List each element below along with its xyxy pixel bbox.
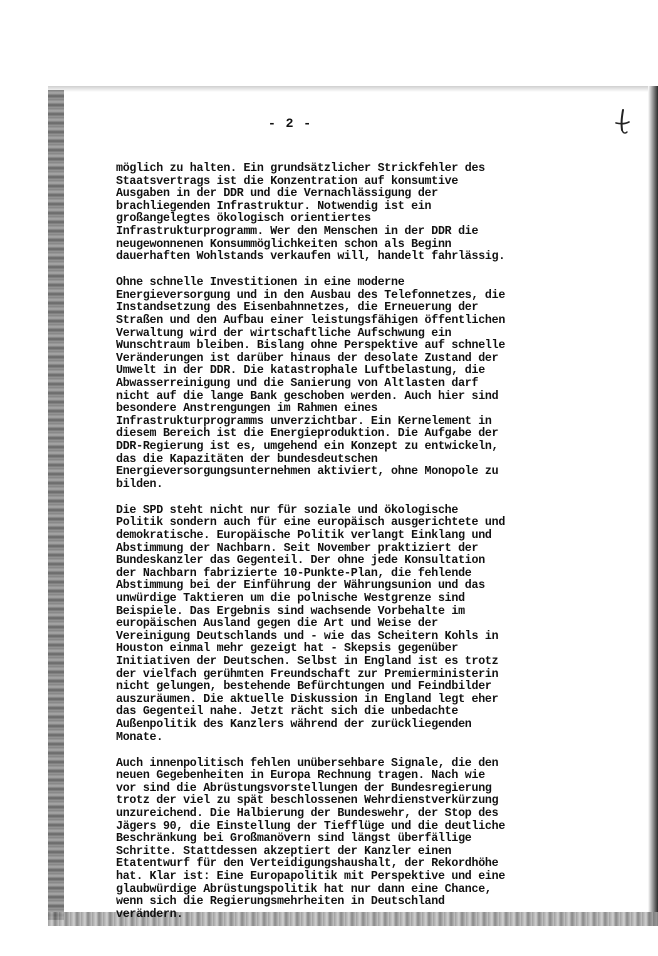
scan-top-shadow	[48, 86, 658, 92]
text-line: Energieversorgung und in den Ausbau des Telefonnetzes, die	[116, 288, 506, 302]
text-line: der vielfach gerühmten Freundschaft zur Premierministerin	[116, 667, 499, 681]
scan-top-margin	[0, 0, 658, 90]
text-line: Monate.	[116, 730, 163, 744]
text-line: Ausgaben in der DDR und die Vernachlässigung der	[116, 187, 438, 201]
text-line: bilden.	[116, 477, 163, 491]
text-line: verändern.	[116, 907, 184, 921]
page-number: - 2 -	[268, 116, 313, 131]
text-line: Energieversorgungsunternehmen aktiviert, ohne Monopole zu	[116, 465, 499, 479]
paragraph-4	[116, 758, 536, 922]
text-line: vor sind die Abrüstungsvorstellungen der Bundesregierung	[116, 781, 492, 795]
text-line: Veränderungen ist darüber hinaus der desolate Zustand der	[116, 351, 499, 365]
text-line: das die Kapazitäten der bundesdeutschen	[116, 452, 378, 466]
text-line: Infrastrukturprogramm. Wer den Menschen in der DDR die	[116, 224, 479, 238]
text-line: neuen Gegebenheiten in Europa Rechnung tragen. Nach wie	[116, 769, 485, 783]
text-line: DDR-Regierung ist es, umgehend ein Konzept zu entwickeln,	[116, 439, 499, 453]
text-line: Staatsvertrags ist die Konzentration auf konsumtive	[116, 174, 459, 188]
text-line: besondere Anstrengungen im Rahmen eines	[116, 402, 378, 416]
text-line: Vereinigung Deutschlands und - wie das Scheitern Kohls in	[116, 629, 499, 643]
text-line: dauerhaften Wohlstands verkaufen will, handelt fahrlässig.	[116, 250, 506, 264]
text-line: der Nachbarn fabrizierte 10-Punkte-Plan, die fehlende	[116, 566, 472, 580]
text-line: europäischen Ausland gegen die Art und Weise der	[116, 617, 438, 631]
text-line: nicht gelungen, bestehende Befürchtungen und Feindbilder	[116, 680, 492, 694]
text-line: Beschränkung bei Großmanövern sind längst überfällige	[116, 832, 472, 846]
text-line: Außenpolitik des Kanzlers während der zurückliegenden	[116, 717, 472, 731]
paragraph-2	[116, 277, 536, 491]
text-line: Schritte. Stattdessen akzeptiert der Kanzler einen	[116, 844, 452, 858]
text-line: Politik sondern auch für eine europäisch ausgerichtete und	[116, 516, 506, 530]
text-line: Infrastrukturprogramms unverzichtbar. Ein Kernelement in	[116, 414, 492, 428]
text-line: Umwelt in der DDR. Die katastrophale Luftbelastung, die	[116, 364, 485, 378]
text-line: Initiativen der Deutschen. Selbst in England ist es trotz	[116, 654, 499, 668]
text-line: Houston einmal mehr gezeigt hat - Skepsis gegenüber	[116, 642, 459, 656]
text-line: Verwaltung wird der wirtschaftliche Aufschwung ein	[116, 326, 452, 340]
text-line: neugewonnenen Konsummöglichkeiten schon als Beginn	[116, 237, 452, 251]
text-line: Auch innenpolitisch fehlen unübersehbare Signale, die den	[116, 756, 499, 770]
text-line: das Gegenteil nahe. Jetzt rächt sich die unbedachte	[116, 705, 459, 719]
text-line: trotz der viel zu spät beschlossenen Wehrdienstverkürzung	[116, 794, 499, 808]
text-line: wenn sich die Regierungsmehrheiten in Deutschland	[116, 895, 445, 909]
paragraph-3	[116, 505, 536, 744]
scan-left-edge-shadow	[48, 90, 64, 920]
text-line: Wunschtraum bleiben. Bislang ohne Perspektive auf schnelle	[116, 339, 506, 353]
text-line: Bundeskanzler das Gegenteil. Der ohne jede Konsultation	[116, 554, 485, 568]
text-line: nicht auf die lange Bank geschoben werden. Auch hier sind	[116, 389, 499, 403]
text-line: unwürdige Taktieren um die polnische Westgrenze sind	[116, 592, 465, 605]
text-line: großangelegtes ökologisch orientiertes	[116, 212, 371, 226]
text-line: möglich zu halten. Ein grundsätzlicher Strickfehler des	[116, 162, 485, 175]
text-line: Abstimmung bei der Einführung der Währungsunion und das	[116, 579, 485, 593]
text-line: Beispiele. Das Ergebnis sind wachsende Vorbehalte im	[116, 604, 465, 618]
text-line: Ohne schnelle Investitionen in eine moderne	[116, 276, 405, 290]
document-body	[116, 163, 536, 935]
text-line: Abwasserreinigung und die Sanierung von Altlasten darf	[116, 377, 479, 390]
text-line: brachliegenden Infrastruktur. Notwendig ist ein	[116, 199, 432, 213]
text-line: Instandsetzung des Eisenbahnnetzes, die Erneuerung der	[116, 301, 479, 315]
paragraph-1	[116, 163, 536, 264]
scan-right-edge-shadow	[648, 86, 658, 926]
text-line: Etatentwurf für den Verteidigungshaushalt, der Rekordhöhe	[116, 857, 499, 871]
text-line: Abstimmung der Nachbarn. Seit November praktiziert der	[116, 541, 479, 555]
text-line: glaubwürdige Abrüstungspolitik hat nur dann eine Chance,	[116, 882, 492, 896]
text-line: auszuräumen. Die aktuelle Diskussion in England legt eher	[116, 692, 499, 706]
text-line: demokratische. Europäische Politik verlangt Einklang und	[116, 529, 492, 543]
handwritten-mark-icon	[612, 108, 632, 138]
text-line: Die SPD steht nicht nur für soziale und ökologische	[116, 503, 459, 517]
text-line: unzureichend. Die Halbierung der Bundeswehr, der Stop des	[116, 807, 499, 820]
text-line: Jägers 90, die Einstellung der Tiefflüge und die deutliche	[116, 819, 506, 833]
text-line: hat. Klar ist: Eine Europapolitik mit Perspektive und eine	[116, 869, 506, 883]
text-line: diesem Bereich ist die Energieproduktion. Die Aufgabe der	[116, 427, 499, 441]
text-line: Straßen und den Aufbau einer leistungsfähigen öffentlichen	[116, 314, 506, 328]
